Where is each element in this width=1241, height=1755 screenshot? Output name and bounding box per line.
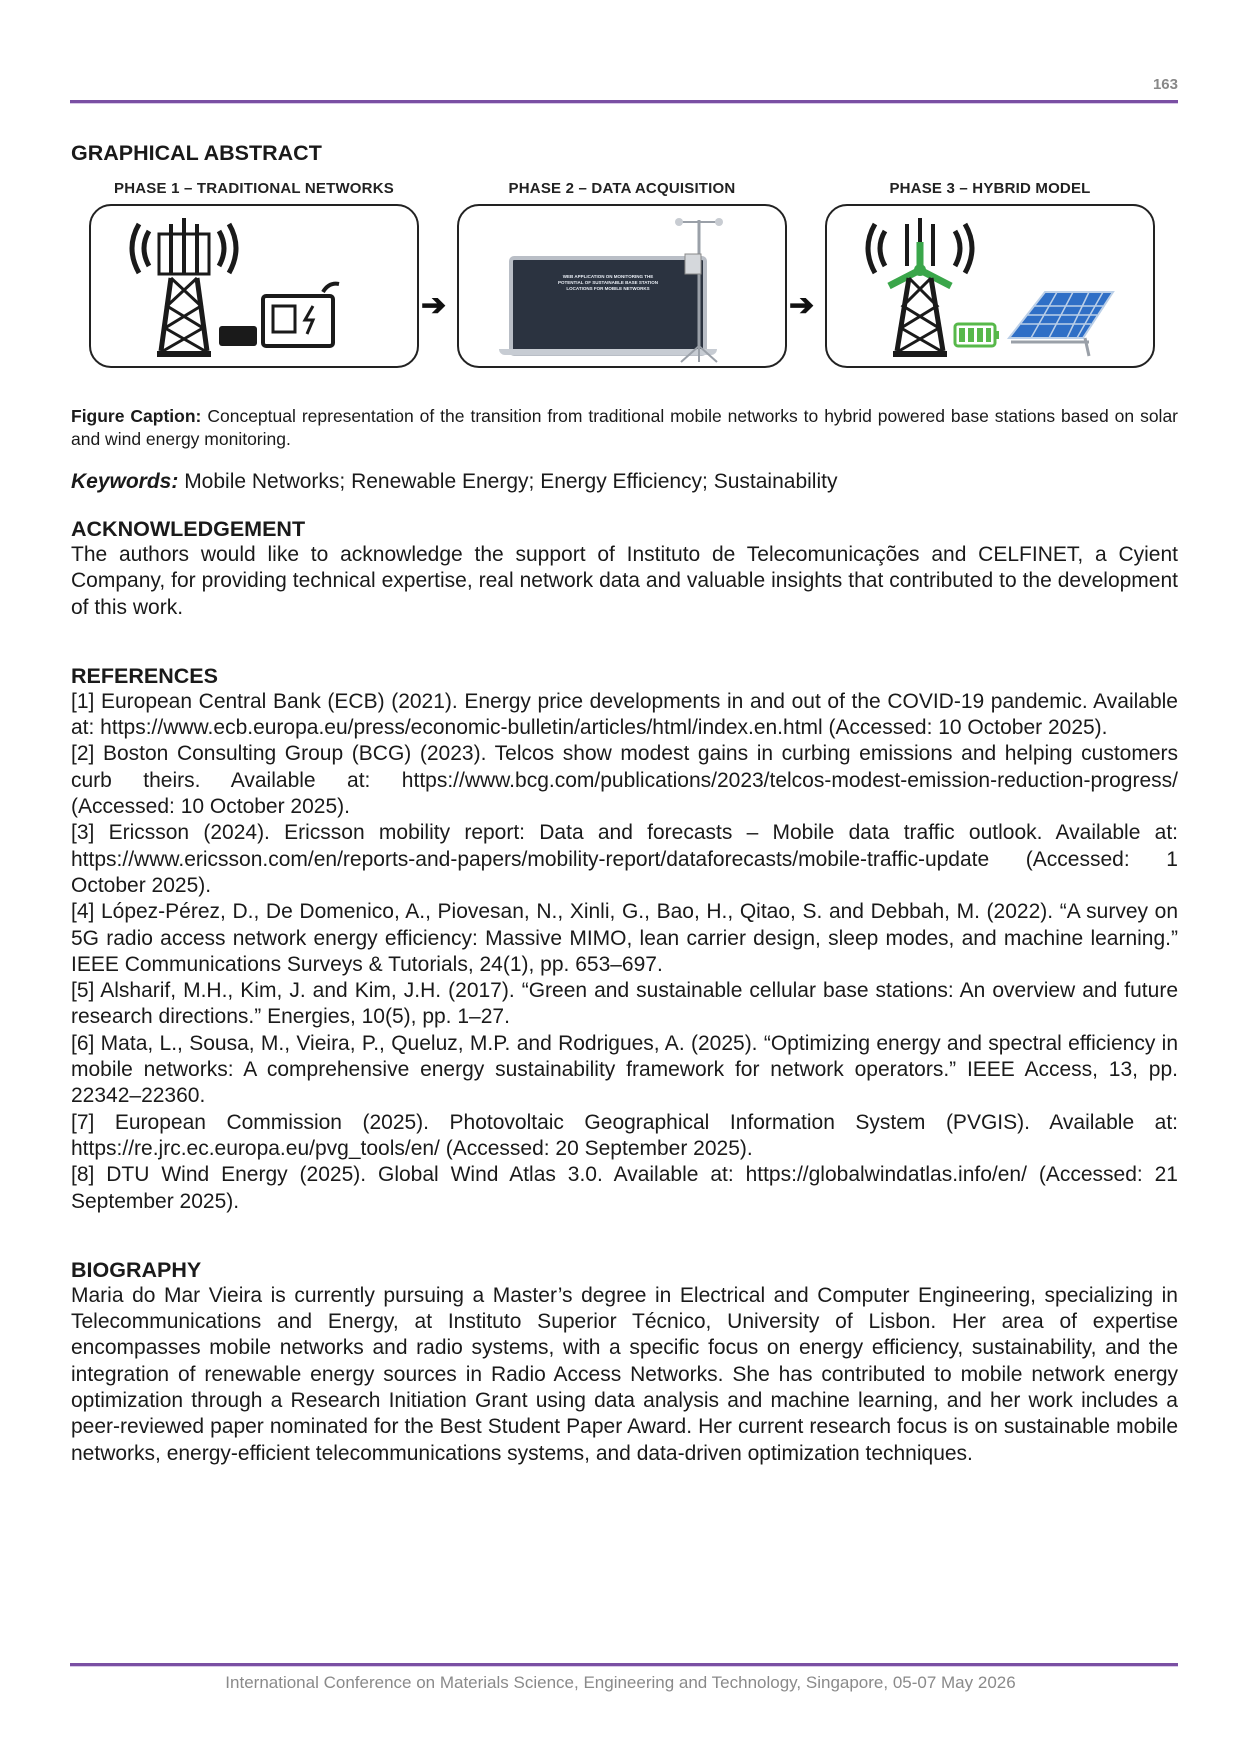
arrow-icon: ➔ bbox=[789, 289, 815, 322]
reference-item: [4] López-Pérez, D., De Domenico, A., Piovesan, N., Xinli, G., Bao, H., Qitao, S. and Debbah, M. (2022). “A survey on 5G radio access network energy efficiency: Massive MIMO, lean carrier design, sleep modes, and machine learning.” IEEE Communications Surveys & Tutorials, 24(1), pp. 653–697. bbox=[71, 900, 1178, 976]
biography-section bbox=[71, 1257, 1178, 1467]
weather-station-icon bbox=[459, 206, 785, 366]
phase-1-label: PHASE 1 – TRADITIONAL NETWORKS bbox=[114, 180, 394, 197]
phase-2-label: PHASE 2 – DATA ACQUISITION bbox=[508, 180, 736, 197]
hybrid-tower-icon bbox=[827, 206, 1153, 366]
acknowledgement-title: ACKNOWLEDGEMENT bbox=[71, 517, 306, 541]
keywords-text: Mobile Networks; Renewable Energy; Energy Efficiency; Sustainability bbox=[178, 470, 838, 493]
phase-3 bbox=[825, 180, 1155, 368]
phase-2 bbox=[457, 180, 787, 368]
phase-3-box bbox=[825, 204, 1155, 368]
reference-item: [2] Boston Consulting Group (BCG) (2023). Telcos show modest gains in curbing emissions and helping customers curb theirs. Available at: https://www.bcg.com/publications/2023/telcos-modest-emission-reduction-progress/ (Accessed: 10 October 2025). bbox=[71, 742, 1178, 819]
biography-title: BIOGRAPHY bbox=[71, 1257, 202, 1282]
reference-item: [8] DTU Wind Energy (2025). Global Wind Atlas 3.0. Available at: https://globalwindatlas.info/en/ (Accessed: 21 September 2025). bbox=[71, 1163, 1178, 1213]
reference-item: [7] European Commission (2025). Photovoltaic Geographical Information System (PVGIS). Available at: https://re.jrc.ec.europa.eu/pvg_tools/en/ (Accessed: 20 September 2025). bbox=[71, 1110, 1178, 1160]
phase-2-box bbox=[457, 204, 787, 368]
keywords-label: Keywords: bbox=[71, 470, 179, 493]
caption-text: Conceptual representation of the transition from traditional mobile networks to hybrid powered base stations based on solar and wind energy monitoring. bbox=[71, 406, 1178, 449]
references-section bbox=[71, 663, 1178, 1215]
phase-1-box bbox=[89, 204, 419, 368]
acknowledgement-text: The authors would like to acknowledge the support of Instituto de Telecomunicações and CELFINET, a Cyient Company, for providing technical expertise, real network data and valuable insights that contributed to the development of this work. bbox=[71, 543, 1178, 619]
reference-item: [6] Mata, L., Sousa, M., Vieira, P., Queluz, M.P. and Rodrigues, A. (2025). “Optimizing energy and spectral efficiency in mobile networks: A comprehensive energy sustainability framework for network operators.” IEEE Access, 13, pp. 22342–22360. bbox=[71, 1031, 1178, 1108]
page-content bbox=[71, 140, 1178, 1467]
laptop-screen-text: WEB APPLICATION ON MONITORING THE POTENTIAL OF SUSTAINABLE BASE STATION LOCATIONS FOR MOBILE NETWORKS bbox=[558, 274, 658, 291]
reference-item: [5] Alsharif, M.H., Kim, J. and Kim, J.H. (2017). “Green and sustainable cellular base stations: An overview and future research directions.” Energies, 10(5), pp. 1–27. bbox=[71, 979, 1178, 1029]
reference-item: [1] European Central Bank (ECB) (2021). Energy price developments in and out of the COVID-19 pandemic. Available at: https://www.ecb.europa.eu/press/economic-bulletin/articles/html/index.en.html (Accessed: 10 October 2025). bbox=[71, 689, 1178, 740]
figure-caption bbox=[71, 405, 1178, 451]
arrow-icon: ➔ bbox=[421, 289, 447, 322]
graphical-abstract-figure bbox=[71, 180, 1178, 375]
phase-3-label: PHASE 3 – HYBRID MODEL bbox=[889, 180, 1091, 197]
reference-item: [3] Ericsson (2024). Ericsson mobility report: Data and forecasts – Mobile data traffic outlook. Available at: https://www.ericsson.com/en/reports-and-papers/mobility-report/dataforecasts/mobile-traffic-update (Accessed: 1 October 2025). bbox=[71, 821, 1178, 897]
acknowledgement-section bbox=[71, 516, 1178, 621]
footer-rule bbox=[70, 1663, 1178, 1666]
biography-text: Maria do Mar Vieira is currently pursuing a Master’s degree in Electrical and Computer Engineering, specializing in Telecommunications and Energy, at Instituto Superior Técnico, University of Lisbon. Her area of expertise encompasses mobile networks and radio systems, with a specific focus on energy efficiency, sustainability, and the integration of renewable energy sources in Radio Access Networks. She has contributed to mobile network energy optimization through a Research Initiation Grant using data analysis and machine learning, and her work includes a peer-reviewed paper nominated for the Best Student Paper Award. Her current research focus is on sustainable mobile networks, energy-efficient telecommunications systems, and data-driven optimization techniques. bbox=[71, 1283, 1178, 1465]
phase-1 bbox=[89, 180, 419, 368]
references-title: REFERENCES bbox=[71, 663, 218, 688]
traditional-tower-icon bbox=[91, 206, 417, 366]
keywords bbox=[71, 469, 1178, 495]
page-number: 163 bbox=[1152, 76, 1178, 93]
header-rule bbox=[70, 100, 1178, 103]
graphical-abstract-title: GRAPHICAL ABSTRACT bbox=[71, 141, 322, 165]
caption-label: Figure Caption: bbox=[71, 406, 202, 426]
footer-text: International Conference on Materials Science, Engineering and Technology, Singapore, 05-07 May 2026 bbox=[225, 1673, 1016, 1692]
